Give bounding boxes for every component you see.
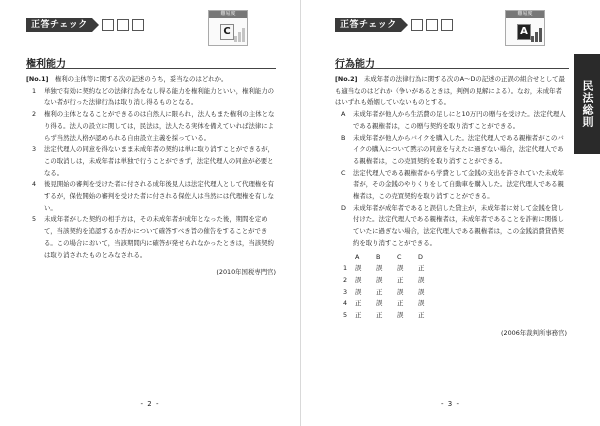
answer-cell: 誤 [397, 264, 404, 273]
check-box[interactable] [441, 19, 453, 31]
page-number: - 2 - [140, 400, 160, 408]
answer-row[interactable] [343, 310, 439, 322]
choice-item [26, 109, 276, 144]
answer-row[interactable] [343, 298, 439, 310]
answer-cell: 2 [343, 275, 348, 284]
statement-letter: D [341, 203, 346, 212]
question-source: (2006年裁判所事務官) [501, 328, 567, 337]
section-title: 行為能力 [335, 55, 569, 69]
answer-cell: 誤 [376, 299, 383, 308]
choice-number: 3 [32, 145, 37, 154]
statement-text: 未成年者が他人から生活費の足しにと10万円の贈与を受けた。法定代理人である親権者は，この贈与契約を取り消すことができる。 [353, 110, 566, 130]
answer-header-cell: B [376, 252, 381, 261]
arrow-icon [92, 18, 99, 32]
answer-check [26, 18, 144, 32]
choice-item [26, 179, 276, 214]
choice-text: 未成年者がした契約の相手方は，その未成年者が成年となった後，期間を定めて，当該契約を追認するか否かについて確答すべき旨の催告をすることができる。この場合において，当該期間内に確答が発せられなかったときは，当該契約は取り消されたものとみなされる。 [44, 215, 274, 259]
answer-cell: 5 [343, 311, 348, 320]
answer-cell: 3 [343, 287, 348, 296]
answer-cell: 誤 [418, 275, 425, 284]
question-text: 権利の主体等に関する次の記述のうち，妥当なのはどれか。 [54, 75, 228, 83]
choice-text: 後見開始の審判を受けた者に付される成年後見人は法定代理人として代理権を有するが，保佐開始の審判を受けた者に付される保佐人は当然には代理権を有しない。 [44, 180, 275, 212]
answer-cell: 誤 [418, 299, 425, 308]
question-header [26, 74, 276, 86]
answer-header-cell: A [355, 252, 360, 261]
answer-check-label: 正答チェック [26, 18, 92, 32]
answer-cell: 正 [376, 311, 383, 320]
difficulty-label: 難易度 [506, 11, 544, 18]
statement-text: 未成年者が他人からバイクを購入した。法定代理人である親権者がこのバイクの購入について黙示の同意を与えたに過ぎない場合，法定代理人である親権者は，この売買契約を取り消すことができる。 [353, 133, 564, 165]
answer-cell: 正 [418, 264, 425, 273]
answer-cell: 正 [397, 275, 404, 284]
choice-item [26, 86, 276, 109]
question-body [335, 74, 567, 339]
right-page [300, 0, 600, 426]
section-title: 権利能力 [26, 55, 276, 69]
answer-table [343, 252, 439, 322]
answer-cell: 誤 [397, 287, 404, 296]
statement-item [335, 109, 567, 132]
answer-row[interactable] [343, 275, 439, 287]
choice-number: 5 [32, 215, 37, 224]
check-box[interactable] [117, 19, 129, 31]
answer-cell: 正 [397, 299, 404, 308]
choice-text: 単独で有効に契約などの法律行為をなし得る能力を権利能力といい，権利能力のない者が行った法律行為は取り消し得るものとなる。 [44, 86, 275, 107]
answer-cell: 正 [376, 287, 383, 296]
check-box[interactable] [426, 19, 438, 31]
answer-cell: 誤 [355, 287, 362, 296]
answer-cell: 正 [418, 311, 425, 320]
difficulty-grade: C [220, 24, 234, 40]
difficulty-label: 難易度 [209, 11, 247, 18]
statement-text: 未成年者が成年者であると誤信した貸主が，未成年者に対して金銭を貸し付けた。法定代理人である親権者は，未成年者であることを詐術に関係していたに過ぎない場合，法定代理人である親権者は，この金銭消費貸借契約を取り消すことができる。 [353, 203, 564, 247]
question-number: [No.2] [335, 75, 358, 83]
answer-cell: 誤 [418, 287, 425, 296]
answer-check [335, 18, 453, 32]
answer-cell: 1 [343, 264, 348, 273]
page-number: - 3 - [441, 400, 460, 408]
choice-number: 2 [32, 110, 37, 119]
statement-item [335, 133, 567, 168]
choice-item [26, 144, 276, 179]
arrow-icon [401, 18, 408, 32]
check-box[interactable] [102, 19, 114, 31]
chapter-tab: 民法総則 [574, 54, 600, 154]
answer-header-row [343, 252, 439, 264]
answer-cell: 誤 [397, 311, 404, 320]
choice-text: 権利の主体となることができるのは自然人に限られ，法人もまた権利の主体となり得る。法人の設立に関しては，民法は，法人たる実体を備えていれば法律によらず当然法人格が認められる自由設立主義を採っている。 [44, 110, 275, 142]
choice-number: 1 [32, 86, 37, 95]
answer-header-cell: C [397, 252, 402, 261]
answer-cell: 正 [355, 311, 362, 320]
question-header [335, 74, 567, 109]
answer-cell: 正 [355, 299, 362, 308]
statement-item [335, 203, 567, 250]
difficulty-bars-icon [233, 26, 245, 42]
question-body [26, 74, 276, 279]
answer-cell: 誤 [376, 264, 383, 273]
choice-text: 法定代理人の同意を得ないまま未成年者の契約は単に取り消すことができるが，この取消しは，未成年者は単独で行うことができず，法定代理人の同意が必要となる。 [44, 145, 275, 177]
answer-cell: 誤 [355, 264, 362, 273]
answer-cell: 誤 [355, 275, 362, 284]
difficulty-grade: A [517, 24, 531, 40]
question-source: (2010年国税専門官) [216, 268, 276, 277]
choice-number: 4 [32, 180, 37, 189]
answer-cell: 誤 [376, 275, 383, 284]
difficulty-badge [505, 10, 545, 46]
difficulty-bars-icon [530, 26, 542, 42]
answer-row[interactable] [343, 263, 439, 275]
answer-cell: 4 [343, 299, 348, 308]
statement-letter: C [341, 168, 346, 177]
answer-row[interactable] [343, 287, 439, 299]
answer-check-label: 正答チェック [335, 18, 401, 32]
difficulty-badge [208, 10, 248, 46]
statement-item [335, 168, 567, 203]
statement-text: 法定代理人である親権者から学費として金銭の支出を許されていた未成年者が，その金銭のやりくりをして自動車を購入した。法定代理人である親権者は，この売買契約を取り消すことができる。 [353, 168, 564, 201]
statement-letter: B [341, 133, 346, 142]
answer-header-cell [343, 252, 355, 264]
check-box[interactable] [132, 19, 144, 31]
choice-item [26, 214, 276, 261]
answer-header-cell: D [418, 252, 423, 261]
question-number: [No.1] [26, 75, 49, 83]
question-text: 未成年者の法律行為に関する次のA～Dの記述の正誤の組合せとして最も適当なのはどれか（争いがあるときは，判例の見解による）。なお，未成年者はいずれも婚姻していないものとする。 [335, 75, 565, 107]
check-box[interactable] [411, 19, 423, 31]
statement-letter: A [341, 110, 346, 119]
